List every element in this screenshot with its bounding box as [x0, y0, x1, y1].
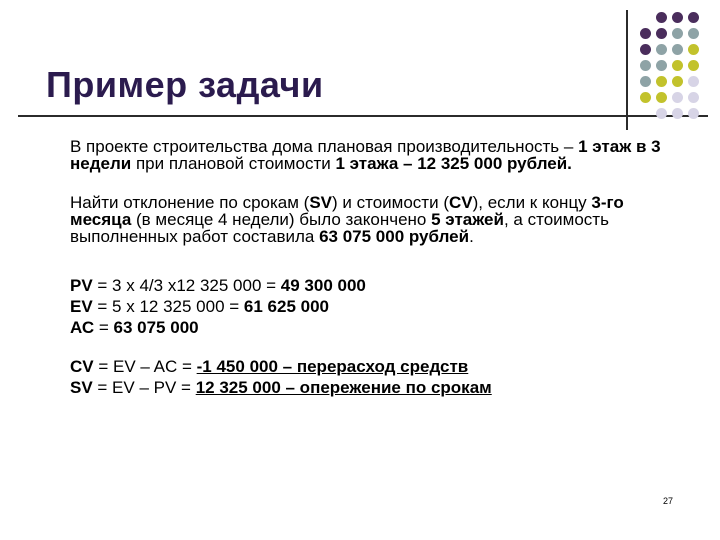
- p2-text-1: Найти отклонение по срокам (: [70, 193, 310, 212]
- decor-dot: [656, 44, 667, 55]
- decor-dot: [656, 60, 667, 71]
- p2-bold-5: 63 075 000 рублей: [319, 227, 470, 246]
- decor-dot: [656, 28, 667, 39]
- decor-dot: [656, 12, 667, 23]
- ev-expression: = 5 х 12 325 000 =: [92, 297, 244, 316]
- p2-text-6: .: [469, 227, 474, 246]
- decor-dot: [656, 92, 667, 103]
- pv-line: [70, 275, 670, 296]
- page-number: 27: [663, 496, 674, 506]
- ac-expression: =: [94, 318, 114, 337]
- cv-result: -1 450 000 – перерасход средств: [196, 357, 469, 376]
- ac-label: АС: [70, 318, 95, 337]
- decor-dot: [640, 76, 651, 87]
- decor-dot: [672, 92, 683, 103]
- p2-bold-3: 3-го месяца: [70, 193, 624, 229]
- decor-dot: [640, 28, 651, 39]
- variance-block: [70, 356, 670, 398]
- ac-result: 63 075 000: [113, 318, 199, 337]
- ev-result: 61 625 000: [243, 297, 330, 316]
- p1-bold-1: 1 этаж в 3 недели: [70, 137, 661, 173]
- decor-dot: [688, 76, 699, 87]
- decor-dot: [656, 108, 667, 119]
- calculation-block: [70, 275, 670, 338]
- decor-dot: [672, 12, 683, 23]
- p2-text-5: , а стоимость выполненных работ составила: [70, 210, 609, 246]
- decor-dot: [656, 76, 667, 87]
- problem-paragraph-1: [70, 138, 670, 172]
- ev-label: EV: [70, 297, 93, 316]
- decor-dot: [640, 44, 651, 55]
- problem-paragraph-2: [70, 194, 670, 245]
- p1-bold-2: 1 этажа – 12 325 000 рублей.: [335, 154, 572, 173]
- sv-expression: = EV – PV =: [92, 378, 196, 397]
- p2-bold-4: 5 этажей: [431, 210, 504, 229]
- title-underline: [18, 115, 708, 117]
- p2-bold-2: CV: [448, 193, 473, 212]
- sv-result: 12 325 000 – опережение по срокам: [195, 378, 492, 397]
- ev-line: [70, 296, 670, 317]
- pv-label: PV: [70, 276, 93, 295]
- ac-line: [70, 317, 670, 338]
- pv-expression: = 3 х 4/3 х12 325 000 =: [92, 276, 281, 295]
- sv-label: SV: [70, 378, 93, 397]
- decor-dot: [672, 28, 683, 39]
- decor-dot: [672, 76, 683, 87]
- decor-dot: [688, 108, 699, 119]
- sv-line: [70, 377, 670, 398]
- p2-text-3: ), если к концу: [472, 193, 592, 212]
- decor-dot: [672, 60, 683, 71]
- decor-dot: [640, 92, 651, 103]
- slide-content: [70, 138, 670, 416]
- cv-expression: = EV – AC =: [93, 357, 197, 376]
- pv-result: 49 300 000: [280, 276, 366, 295]
- p2-text-2: ) и стоимости (: [332, 193, 449, 212]
- p1-text-2: при плановой стоимости: [131, 154, 336, 173]
- decor-dot: [688, 44, 699, 55]
- decor-dot: [640, 60, 651, 71]
- p2-text-4: (в месяце 4 недели) было закончено: [131, 210, 432, 229]
- slide-title: Пример задачи: [46, 64, 324, 105]
- decor-dot: [672, 44, 683, 55]
- cv-line: [70, 356, 670, 377]
- p2-bold-1: SV: [309, 193, 333, 212]
- decor-dot: [688, 92, 699, 103]
- decor-dot: [688, 60, 699, 71]
- decor-vertical-line: [626, 10, 628, 130]
- decor-dot: [672, 108, 683, 119]
- p1-text-1: В проекте строительства дома плановая производительность –: [70, 137, 579, 156]
- decor-dot: [688, 12, 699, 23]
- cv-label: CV: [70, 357, 94, 376]
- decor-dot: [688, 28, 699, 39]
